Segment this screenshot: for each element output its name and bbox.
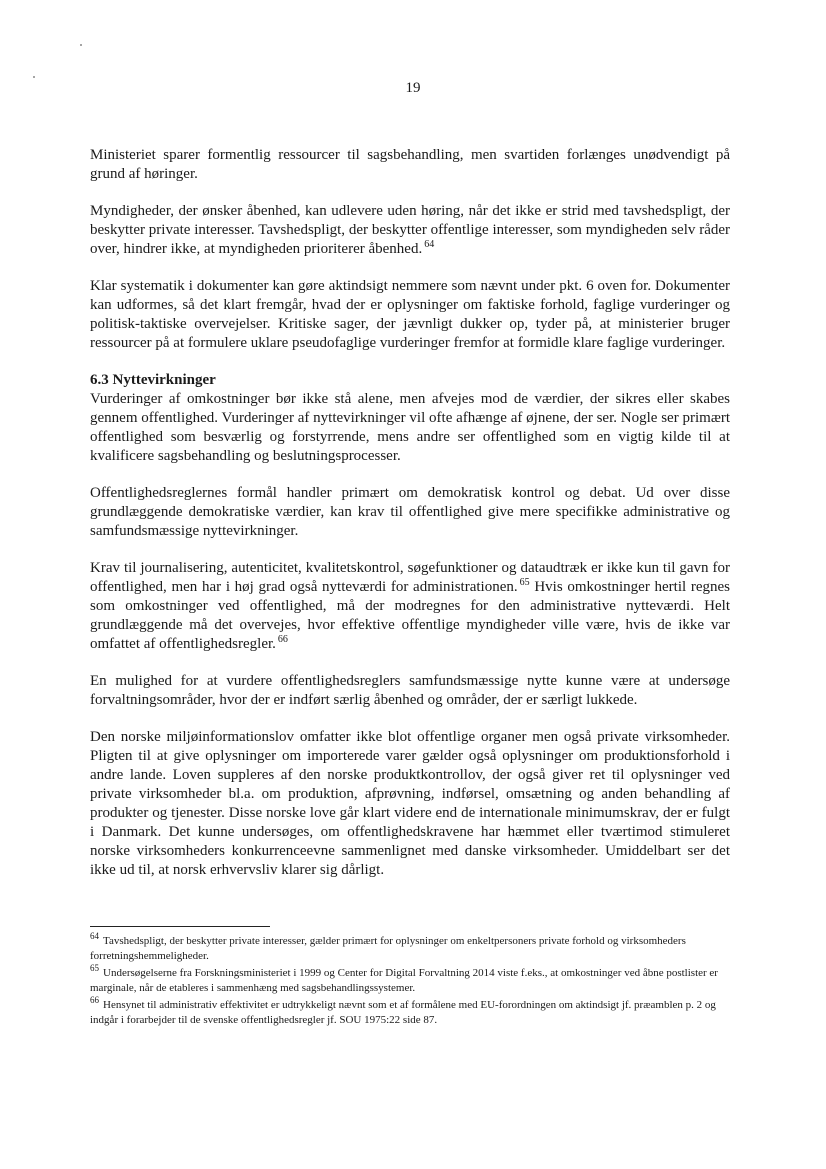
scan-speck bbox=[80, 44, 82, 46]
footnote bbox=[90, 995, 730, 1028]
paragraph-text: Den norske miljøinformationslov omfatter ikke blot offentlige organer men også private virksomheder. Pligten til at give oplysninger om importerede varer gælder også oplysninger om produktionsforhold i andre lande. Loven suppleres af den norske produktkontrollov, der også giver ret til oplysninger ved private virksomheder bl.a. om produktion, afprøvning, indførsel, omsætning og anden behandling af produkter og tjenester. Disse norske love går klart videre end de internationale minimumskrav, der er fulgt i Danmark. Det kunne undersøges, om offentlighedskravene har hæmmet eller tværtimod stimuleret norske virksomheders konkurrenceevne sammenlignet med danske virksomheder. Umiddelbart ser det ikke ud til, at norsk erhvervsliv klarer sig dårligt. bbox=[90, 729, 730, 878]
paragraph bbox=[90, 559, 730, 654]
paragraph-text: Klar systematik i dokumenter kan gøre aktindsigt nemmere som nævnt under pkt. 6 oven for. Dokumenter kan udformes, så det klart fremgår, hvad der er oplysninger om faktiske forhold, faglige vurderinger og politisk-taktiske overvejelser. Kritiske sager, der jævnligt dukker op, tyder på, at ministerier bruger ressourcer på at formulere uklare pseudofaglige vurderinger fremfor at formidle klare faglige vurderinger. bbox=[90, 278, 730, 351]
footnote-divider bbox=[90, 926, 270, 927]
paragraph bbox=[90, 484, 730, 541]
paragraph bbox=[90, 146, 730, 184]
scan-speck bbox=[33, 76, 35, 78]
footnote-reference: 66 bbox=[277, 634, 288, 645]
footnotes bbox=[90, 931, 730, 1030]
footnote bbox=[90, 963, 730, 996]
footnote bbox=[90, 931, 730, 964]
paragraph bbox=[90, 277, 730, 353]
body-text bbox=[90, 146, 730, 898]
paragraph bbox=[90, 202, 730, 259]
page-number: 19 bbox=[405, 80, 421, 96]
footnote-text: Undersøgelserne fra Forskningsministeriet i 1999 og Center for Digital Forvaltning 2014 viste f.eks., at omkostninger ved åbne postlister er marginale, når de etableres i sammenhæng med sagsbehandlingssystemer. bbox=[90, 967, 718, 994]
paragraph-text: Offentlighedsreglernes formål handler primært om demokratisk kontrol og debat. Ud over disse grundlæggende demokratiske værdier, kan krav til offentlighed give mere specifikke administrative og samfundsmæssige nyttevirkninger. bbox=[90, 485, 730, 539]
paragraph-text: Hvis omkostninger hertil regnes som omkostninger ved offentlighed, må der modregnes for den administrative nytteværdi. Helt grundlæggende må det overvejes, hvor effektive offentlige myndigheder ville være, hvis de ikke var omfattet af offentlighedsregler. bbox=[90, 579, 730, 652]
footnote-number: 66 bbox=[90, 995, 99, 1006]
footnote-number: 64 bbox=[90, 931, 99, 942]
footnote-reference: 65 bbox=[519, 577, 530, 588]
paragraph-text: Vurderinger af omkostninger bør ikke stå alene, men afvejes mod de værdier, der sikres eller skabes gennem offentlighed. Vurderinger af nyttevirkninger vil ofte afhænge af øjnene, der ser. Nogle ser primært offentlighed som besværlig og forstyrrende, mens andre ser offentlighed som en vigtig kilde til at kvalificere sagsbehandling og beslutningsprocesser. bbox=[90, 391, 730, 464]
paragraph-text: Ministeriet sparer formentlig ressourcer til sagsbehandling, men svartiden forlænges unødvendigt på grund af høringer. bbox=[90, 147, 730, 182]
footnote-text: Tavshedspligt, der beskytter private interesser, gælder primært for oplysninger om enkeltpersoners private forhold og virksomheders forretningshemmeligheder. bbox=[90, 935, 686, 962]
footnote-number: 65 bbox=[90, 963, 99, 974]
footnote-reference: 64 bbox=[424, 239, 435, 250]
section-heading: 6.3 Nyttevirkninger bbox=[90, 372, 216, 388]
footnote-text: Hensynet til administrativ effektivitet er udtrykkeligt nævnt som et af formålene med EU-forordningen om aktindsigt jf. præamblen p. 2 og indgår i forarbejder til de svenske offentlighedsregler jf. SOU 1975:22 side 87. bbox=[90, 999, 716, 1026]
paragraph bbox=[90, 672, 730, 710]
paragraph-text: En mulighed for at vurdere offentlighedsreglers samfundsmæssige nytte kunne være at undersøge forvaltningsområder, hvor der er indført særlig åbenhed og områder, der er særligt lukkede. bbox=[90, 673, 730, 708]
paragraph bbox=[90, 371, 730, 466]
paragraph bbox=[90, 728, 730, 880]
paragraph-text: Myndigheder, der ønsker åbenhed, kan udlevere uden høring, når det ikke er strid med tavshedspligt, der beskytter private interesser. Tavshedspligt, der beskytter offentlige interesser, som myndigheden selv råder over, hindrer ikke, at myndigheden prioriterer åbenhed. bbox=[90, 203, 730, 257]
paragraph-text: Krav til journalisering, autenticitet, kvalitetskontrol, søgefunktioner og dataudtræk er ikke kun til gavn for offentlighed, men har i høj grad også nytteværdi for administrationen. bbox=[90, 560, 730, 595]
